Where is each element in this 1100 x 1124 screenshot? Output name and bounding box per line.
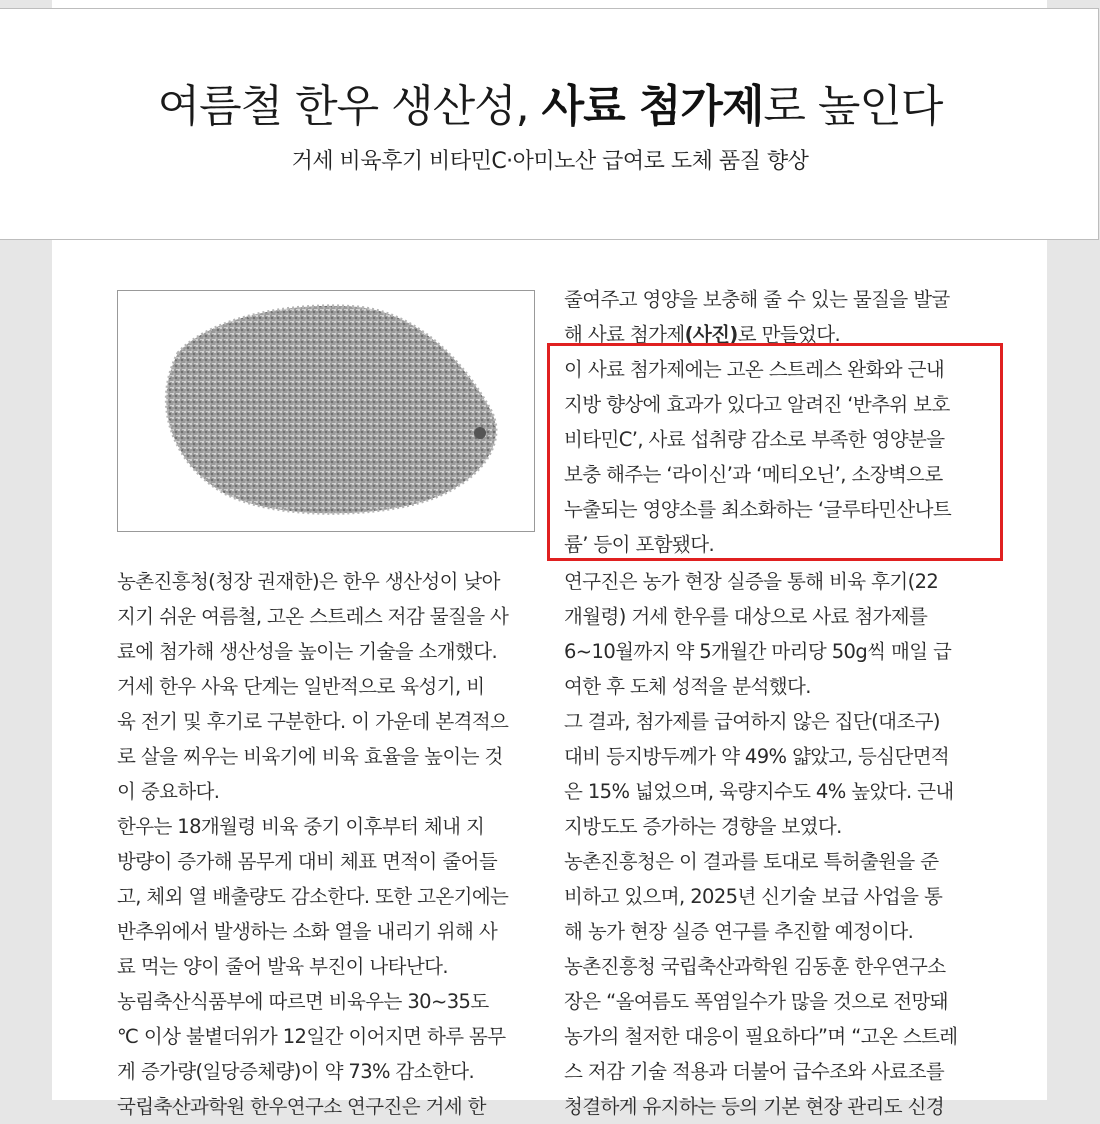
paragraph-line: 보충 해주는 ‘라이신’과 ‘메티오닌’, 소장벽으로: [564, 463, 943, 486]
paragraph-line: 은 15% 넓었으며, 육량지수도 4% 높았다. 근내: [564, 780, 954, 803]
headline-text-end: 로 높인다: [763, 81, 943, 132]
paragraph-line: 륨’ 등이 포함됐다.: [564, 533, 715, 556]
paragraph-line: 게 증가량(일당증체량)이 약 73% 감소한다.: [117, 1060, 475, 1083]
paragraph-line: 료에 첨가해 생산성을 높이는 기술을 소개했다.: [117, 640, 498, 663]
paragraph-line: 이 중요하다.: [117, 780, 220, 803]
paragraph-line: 농림축산식품부에 따르면 비육우는 30~35도: [117, 990, 489, 1013]
paragraph-line: 농촌진흥청(청장 권재한)은 한우 생산성이 낮아: [117, 570, 500, 593]
highlight-box: [547, 343, 1003, 561]
paragraph-line: 지기 쉬운 여름철, 고온 스트레스 저감 물질을 사: [117, 605, 509, 628]
feed-powder-image: [118, 291, 535, 532]
paragraph-line: 누출되는 영양소를 최소화하는 ‘글루타민산나트: [564, 498, 952, 521]
paragraph-line: 반추위에서 발생하는 소화 열을 내리기 위해 사: [117, 920, 498, 943]
paragraph-line: 지방 향상에 효과가 있다고 알려진 ‘반추위 보호: [564, 393, 950, 416]
paragraph-line: 로 살을 찌우는 비육기에 비육 효율을 높이는 것: [117, 745, 503, 768]
text-run: 로 만들었다.: [737, 323, 841, 346]
paragraph-line: 해 농가 현장 실증 연구를 추진할 예정이다.: [564, 920, 914, 943]
paragraph-line: 비하고 있으며, 2025년 신기술 보급 사업을 통: [564, 885, 943, 908]
paragraph-line: 지방도도 증가하는 경향을 보였다.: [564, 815, 842, 838]
paragraph-line: 농촌진흥청 국립축산과학원 김동훈 한우연구소: [564, 955, 946, 978]
headline-bold-text: 사료 첨가제: [541, 81, 764, 132]
paragraph-line: 방량이 증가해 몸무게 대비 체표 면적이 줄어들: [117, 850, 498, 873]
text-run: 해 사료 첨가제: [564, 323, 685, 346]
paragraph-line: 장은 “올여름도 폭염일수가 많을 것으로 전망돼: [564, 990, 948, 1013]
paragraph-line: 6~10월까지 약 5개월간 마리당 50g씩 매일 급: [564, 640, 952, 663]
paragraph-line: 청결하게 유지하는 등의 기본 현장 관리도 신경: [564, 1095, 945, 1118]
paragraph-line: 거세 한우 사육 단계는 일반적으로 육성기, 비: [117, 675, 485, 698]
paragraph-line: 줄여주고 영양을 보충해 줄 수 있는 물질을 발굴: [564, 288, 950, 311]
paragraph-line: 여한 후 도체 성적을 분석했다.: [564, 675, 811, 698]
paragraph-line: 고, 체외 열 배출량도 감소한다. 또한 고온기에는: [117, 885, 509, 908]
paragraph-line: 비타민C’, 사료 섭취량 감소로 부족한 영양분을: [564, 428, 945, 451]
paragraph-line: 대비 등지방두께가 약 49% 얇았고, 등심단면적: [564, 745, 950, 768]
feed-additive-photo: [117, 290, 535, 532]
subtitle: 거세 비육후기 비타민C·아미노산 급여로 도체 품질 향상: [291, 149, 809, 174]
paragraph-line: 연구진은 농가 현장 실증을 통해 비육 후기(22: [564, 570, 939, 593]
photo-reference: (사진): [684, 323, 738, 346]
paragraph-line: 농촌진흥청은 이 결과를 토대로 특허출원을 준: [564, 850, 939, 873]
paragraph-line: 농가의 철저한 대응이 필요하다”며 “고온 스트레: [564, 1025, 958, 1048]
paragraph-line: 국립축산과학원 한우연구소 연구진은 거세 한: [117, 1095, 486, 1118]
paragraph-line: 그 결과, 첨가제를 급여하지 않은 집단(대조구): [564, 710, 940, 733]
paragraph-line: 료 먹는 양이 줄어 발육 부진이 나타난다.: [117, 955, 448, 978]
paragraph-line: 육 전기 및 후기로 구분한다. 이 가운데 본격적으: [117, 710, 509, 733]
headline: [0, 70, 1100, 134]
headline-text-start: 여름철 한우 생산성,: [157, 81, 542, 132]
paragraph-line: 개월령) 거세 한우를 대상으로 사료 첨가제를: [564, 605, 928, 628]
paragraph-line: 스 저감 기술 적용과 더불어 급수조와 사료조를: [564, 1060, 945, 1083]
paragraph-line: 한우는 18개월령 비육 중기 이후부터 체내 지: [117, 815, 485, 838]
paragraph-line: 이 사료 첨가제에는 고온 스트레스 완화와 근내: [564, 358, 945, 381]
paragraph-line: ℃ 이상 불볕더위가 12일간 이어지면 하루 몸무: [117, 1025, 506, 1048]
